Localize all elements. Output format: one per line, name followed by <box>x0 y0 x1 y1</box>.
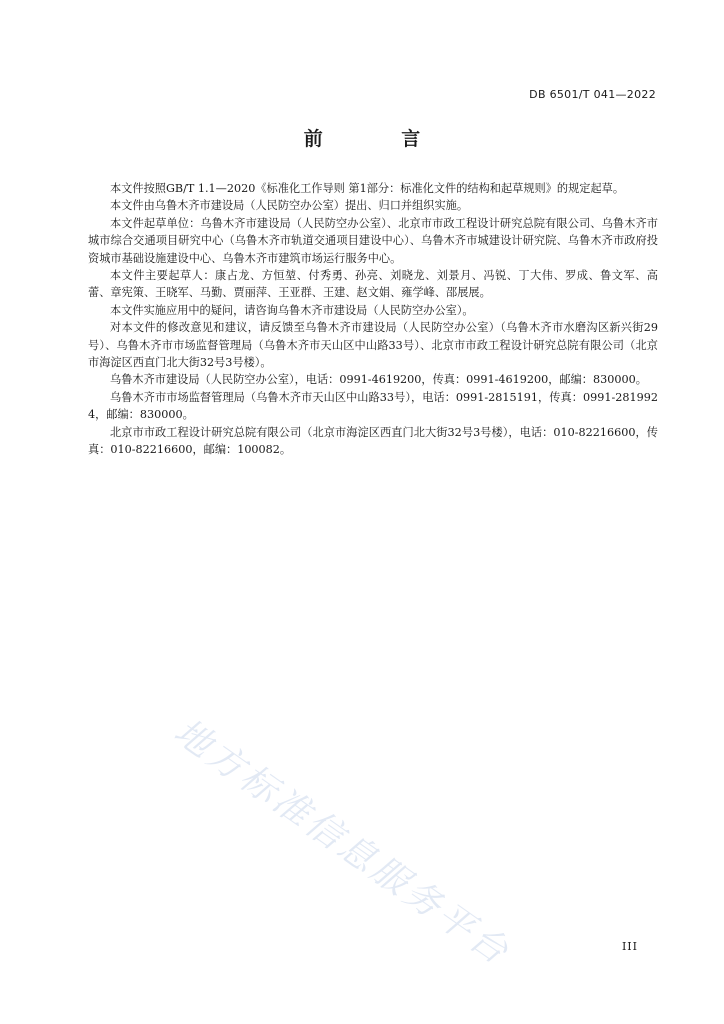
watermark: 地方标准信息服务平台 <box>166 711 518 975</box>
paragraph-contact-design-institute: 北京市市政工程设计研究总院有限公司（北京市海淀区西直门北大街32号3号楼），电话：010-82216600，传真：010-82216600，邮编：100082。 <box>88 425 658 457</box>
page-number: III <box>621 940 638 953</box>
paragraph-inquiries: 本文件实施应用中的疑问，请咨询乌鲁木齐市建设局（人民防空办公室）。 <box>110 303 474 317</box>
paragraph-feedback: 对本文件的修改意见和建议，请反馈至乌鲁木齐市建设局（人民防空办公室）（乌鲁木齐市水磨沟区新兴街29号）、乌鲁木齐市市场监督管理局（乌鲁木齐市天山区中山路33号）、北京市市政工程设计研究总院有限公司（北京市海淀区西直门北大街32号3号楼）。 <box>88 321 658 370</box>
page-title: 前 言 <box>303 128 457 150</box>
paragraph-drafters: 本文件主要起草人：康占龙、方恒堃、付秀勇、孙亮、刘晓龙、刘景月、冯锐、丁大伟、罗成、鲁文军、高蕾、章宪策、王晓军、马勤、贾丽萍、王亚群、王建、赵文娟、雍学峰、邵展展。 <box>88 269 658 300</box>
paragraph-contact-market-supervision: 乌鲁木齐市市场监督管理局（乌鲁木齐市天山区中山路33号），电话：0991-2815191，传真：0991-2819924，邮编：830000。 <box>88 390 658 422</box>
paragraph-drafting-units: 本文件起草单位：乌鲁木齐市建设局（人民防空办公室）、北京市市政工程设计研究总院有限公司、乌鲁木齐市城市综合交通项目研究中心（乌鲁木齐市轨道交通项目建设中心）、乌鲁木齐市城建设计研究院、乌鲁木齐市政府投资城市基础设施建设中心、乌鲁木齐市建筑市场运行服务中心。 <box>88 216 658 265</box>
document-code: DB 6501/T 041—2022 <box>529 88 656 101</box>
foreword-body <box>88 180 658 459</box>
paragraph-proposer: 本文件由乌鲁木齐市建设局（人民防空办公室）提出、归口并组织实施。 <box>110 199 469 213</box>
paragraph-drafting-rules: 本文件按照GB/T 1.1—2020《标准化工作导则 第1部分：标准化文件的结构和起草规则》的规定起草。 <box>110 182 625 195</box>
paragraph-contact-construction-bureau: 乌鲁木齐市建设局（人民防空办公室），电话：0991-4619200，传真：0991-4619200，邮编：830000。 <box>110 373 647 387</box>
